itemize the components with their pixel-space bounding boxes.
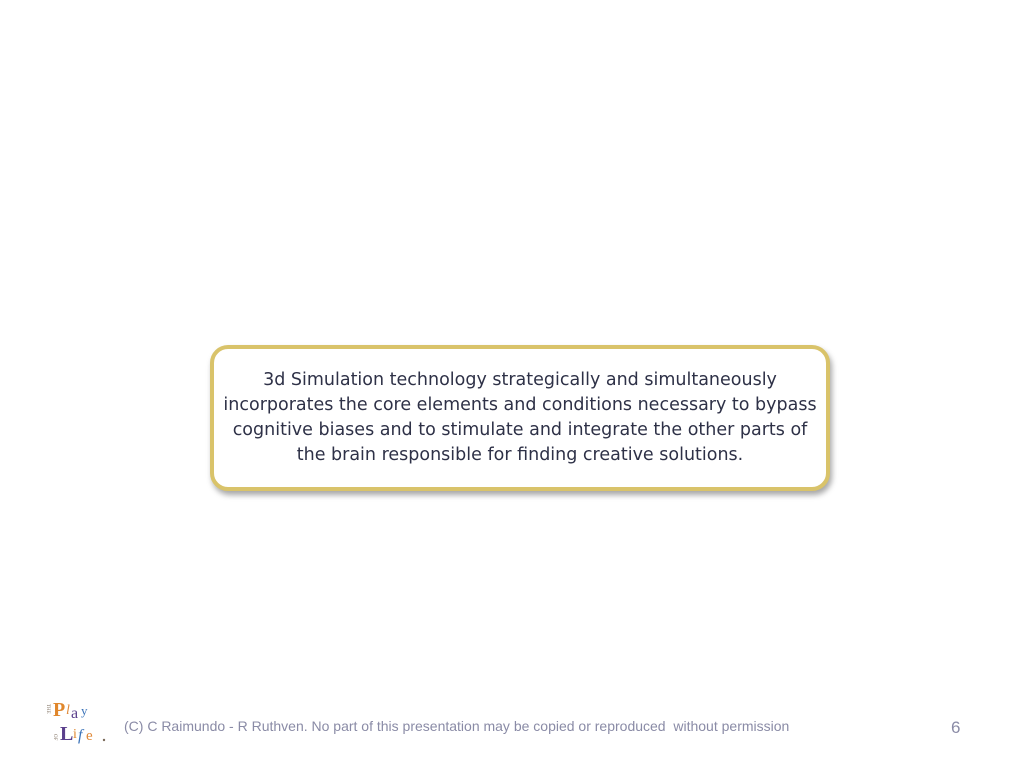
footer-copyright: (C) C Raimundo - R Ruthven. No part of this presentation may be copied or reproduced without permission [124,718,790,734]
svg-text:OF: OF [52,734,57,741]
svg-text:l: l [66,703,70,718]
svg-text:f: f [78,727,83,744]
svg-text:P: P [53,699,66,721]
svg-text:e: e [86,728,93,744]
callout-text: 3d Simulation technology strategically and simultaneously incorporates the core elements and conditions necessary to bypass cognitive biases and to stimulate and integrate the other parts of the brain responsible for finding creative solutions. [223,370,817,465]
svg-text:y: y [81,703,88,718]
svg-text:i: i [73,727,77,742]
svg-text:THE: THE [45,704,50,714]
svg-text:L: L [60,723,74,744]
svg-text:a: a [71,705,79,722]
page-number: 6 [951,718,961,737]
text-callout-box [210,345,830,491]
play-of-life-logo-icon [44,696,114,744]
